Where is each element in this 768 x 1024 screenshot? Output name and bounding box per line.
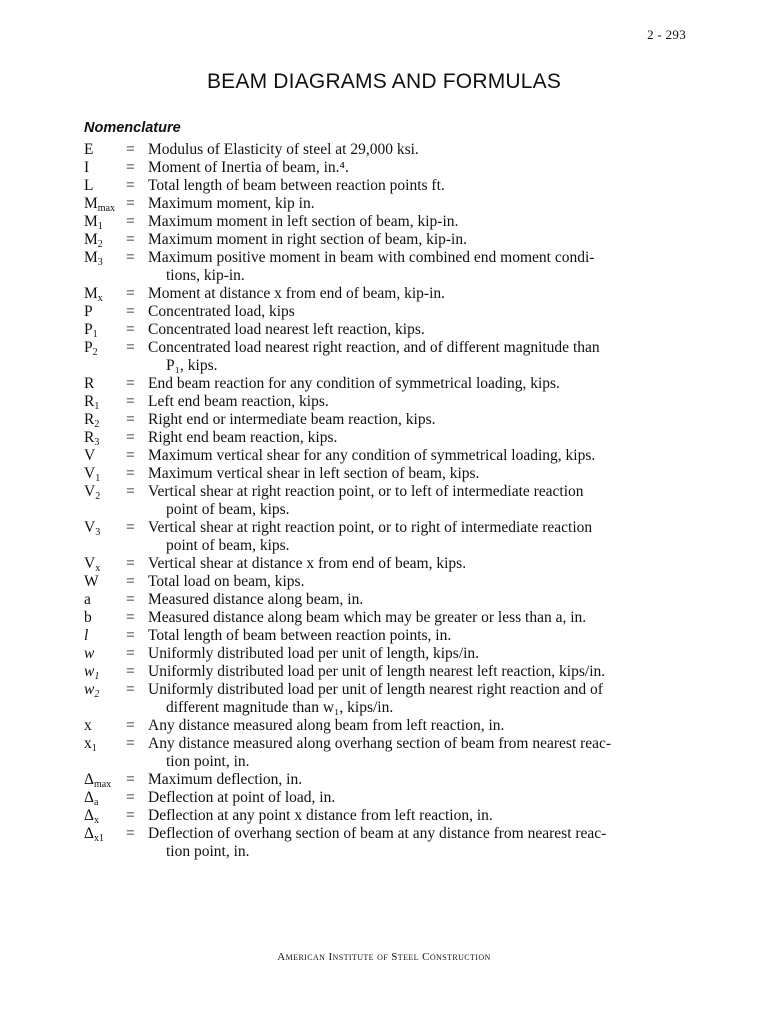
definition-text: Maximum moment, kip in. (148, 195, 315, 212)
definition (148, 681, 704, 717)
symbol-base: P (84, 303, 93, 320)
symbol-base: l (84, 627, 89, 644)
equals-sign: = (126, 321, 135, 338)
symbol-base: M (84, 195, 98, 212)
definition-text: Uniformly distributed load per unit of length nearest right reaction and of (148, 681, 603, 698)
nomenclature-row (84, 411, 704, 429)
equals-sign: = (126, 591, 135, 608)
equals-sign: = (126, 681, 135, 698)
definition-continuation: point of beam, kips. (166, 537, 290, 554)
symbol-base: V (84, 483, 96, 500)
symbol (84, 285, 126, 303)
definition-continuation: point of beam, kips. (166, 501, 290, 518)
equals-sign: = (126, 231, 135, 248)
symbol-subscript: 2 (94, 689, 100, 700)
symbol (84, 213, 126, 231)
symbol (84, 771, 126, 789)
equals-sign: = (126, 177, 135, 194)
equals-sign: = (126, 825, 135, 842)
symbol (84, 465, 126, 483)
definition (148, 177, 704, 195)
definition (148, 213, 704, 231)
definition-text: Total length of beam between reaction points, in. (148, 627, 452, 644)
nomenclature-row (84, 195, 704, 213)
symbol (84, 159, 126, 177)
nomenclature-row (84, 447, 704, 465)
equals-sign: = (126, 735, 135, 752)
nomenclature-row (84, 213, 704, 231)
definition-text: Vertical shear at right reaction point, or to right of intermediate reaction (148, 519, 593, 536)
symbol-base: V (84, 447, 96, 464)
definition (148, 447, 704, 465)
definition-text: Right end or intermediate beam reaction, kips. (148, 411, 436, 428)
definition (148, 465, 704, 483)
equals-sign: = (126, 645, 135, 662)
nomenclature-row (84, 735, 704, 771)
definition-text: Maximum positive moment in beam with combined end moment condi- (148, 249, 595, 266)
symbol (84, 789, 126, 807)
symbol (84, 339, 126, 357)
definition (148, 393, 704, 411)
symbol (84, 321, 126, 339)
definition (148, 789, 704, 807)
definition-text: Uniformly distributed load per unit of length nearest left reaction, kips/in. (148, 663, 606, 680)
symbol-base: P (84, 339, 93, 356)
nomenclature-row (84, 645, 704, 663)
symbol-base: Δ (84, 771, 94, 788)
definition (148, 303, 704, 321)
symbol-base: w (84, 663, 95, 680)
symbol (84, 681, 126, 699)
definition-text: Maximum moment in left section of beam, kip-in. (148, 213, 459, 230)
symbol (84, 645, 126, 663)
symbol-base: x (84, 717, 92, 734)
symbol-base: V (84, 519, 96, 536)
definition (148, 249, 704, 285)
symbol-subscript: 1 (97, 221, 103, 232)
symbol-subscript: 3 (95, 527, 101, 538)
symbol-base: V (84, 555, 96, 572)
symbol-subscript: 2 (94, 419, 100, 430)
symbol-subscript: 1 (95, 473, 101, 484)
definition-text: Vertical shear at right reaction point, or to left of intermediate reaction (148, 483, 584, 500)
equals-sign: = (126, 627, 135, 644)
nomenclature-row (84, 231, 704, 249)
symbol (84, 195, 126, 213)
nomenclature-row (84, 717, 704, 735)
nomenclature-row (84, 465, 704, 483)
symbol (84, 411, 126, 429)
symbol-base: w (84, 645, 95, 662)
definition (148, 627, 704, 645)
definition (148, 645, 704, 663)
symbol-base: P (84, 321, 93, 338)
definition (148, 159, 704, 177)
equals-sign: = (126, 447, 135, 464)
definition-text: Left end beam reaction, kips. (148, 393, 329, 410)
equals-sign: = (126, 411, 135, 428)
equals-sign: = (126, 375, 135, 392)
symbol-base: x (84, 735, 92, 752)
nomenclature-row (84, 681, 704, 717)
nomenclature-row (84, 321, 704, 339)
definition (148, 519, 704, 555)
equals-sign: = (126, 555, 135, 572)
definition-text: Any distance measured along overhang section of beam from nearest reac- (148, 735, 612, 752)
symbol (84, 177, 126, 195)
equals-sign: = (126, 249, 135, 266)
symbol-subscript: 3 (97, 257, 103, 268)
nomenclature-row (84, 519, 704, 555)
nomenclature-row (84, 771, 704, 789)
equals-sign: = (126, 807, 135, 824)
symbol-base: R (84, 375, 95, 392)
symbol-subscript: 2 (92, 347, 98, 358)
symbol-subscript: 3 (94, 437, 100, 448)
nomenclature-row (84, 627, 704, 645)
equals-sign: = (126, 195, 135, 212)
nomenclature-row (84, 609, 704, 627)
definition (148, 573, 704, 591)
symbol (84, 663, 126, 681)
symbol-base: R (84, 393, 95, 410)
definition (148, 717, 704, 735)
symbol-base: I (84, 159, 90, 176)
symbol (84, 609, 126, 627)
definition-text: Deflection at any point x distance from left reaction, in. (148, 807, 493, 824)
nomenclature-row (84, 555, 704, 573)
definition (148, 483, 704, 519)
symbol-base: R (84, 429, 95, 446)
equals-sign: = (126, 573, 135, 590)
symbol (84, 393, 126, 411)
symbol-base: M (84, 285, 98, 302)
definition-text: Vertical shear at distance x from end of beam, kips. (148, 555, 467, 572)
symbol-base: w (84, 681, 95, 698)
definition-text: Maximum moment in right section of beam, kip-in. (148, 231, 467, 248)
definition-text: Any distance measured along beam from left reaction, in. (148, 717, 505, 734)
symbol (84, 375, 126, 393)
symbol-subscript: x1 (93, 833, 104, 844)
definition (148, 735, 704, 771)
symbol (84, 303, 126, 321)
nomenclature-row (84, 429, 704, 447)
equals-sign: = (126, 789, 135, 806)
definition-text: Modulus of Elasticity of steel at 29,000 ksi. (148, 141, 419, 158)
nomenclature-list (84, 141, 704, 861)
definition-text: Maximum deflection, in. (148, 771, 303, 788)
symbol-subscript: 1 (94, 401, 100, 412)
symbol-subscript: x (93, 815, 99, 826)
definition-continuation: tions, kip-in. (166, 267, 245, 284)
symbol (84, 717, 126, 735)
definition-continuation: different magnitude than w₁, kips/in. (166, 699, 394, 716)
definition-text: Measured distance along beam which may be greater or less than a, in. (148, 609, 587, 626)
definition-text: Moment of Inertia of beam, in.⁴. (148, 159, 349, 176)
symbol-subscript: 1 (91, 743, 97, 754)
equals-sign: = (126, 159, 135, 176)
definition (148, 141, 704, 159)
definition (148, 825, 704, 861)
section-heading: Nomenclature (84, 120, 181, 136)
equals-sign: = (126, 303, 135, 320)
equals-sign: = (126, 141, 135, 158)
symbol-base: Δ (84, 807, 94, 824)
equals-sign: = (126, 771, 135, 788)
equals-sign: = (126, 285, 135, 302)
definition (148, 285, 704, 303)
symbol-base: M (84, 231, 98, 248)
definition-continuation: P₁, kips. (166, 357, 218, 374)
definition (148, 231, 704, 249)
symbol (84, 231, 126, 249)
symbol-subscript: 1 (92, 329, 98, 340)
symbol (84, 447, 126, 465)
symbol (84, 429, 126, 447)
equals-sign: = (126, 213, 135, 230)
equals-sign: = (126, 663, 135, 680)
symbol (84, 573, 126, 591)
symbol (84, 519, 126, 537)
definition (148, 339, 704, 375)
definition-continuation: tion point, in. (166, 843, 250, 860)
definition (148, 591, 704, 609)
symbol-subscript: max (93, 779, 112, 790)
definition (148, 771, 704, 789)
definition (148, 375, 704, 393)
definition (148, 609, 704, 627)
nomenclature-row (84, 483, 704, 519)
nomenclature-row (84, 393, 704, 411)
symbol-base: M (84, 249, 98, 266)
equals-sign: = (126, 465, 135, 482)
symbol-subscript: x (97, 293, 103, 304)
nomenclature-row (84, 177, 704, 195)
symbol (84, 141, 126, 159)
definition-text: Concentrated load nearest right reaction, and of different magnitude than (148, 339, 600, 356)
nomenclature-row (84, 375, 704, 393)
symbol-base: Δ (84, 789, 94, 806)
definition-text: Concentrated load, kips (148, 303, 295, 320)
equals-sign: = (126, 483, 135, 500)
definition-text: Deflection at point of load, in. (148, 789, 336, 806)
symbol-base: b (84, 609, 92, 626)
definition-text: Right end beam reaction, kips. (148, 429, 338, 446)
nomenclature-row (84, 663, 704, 681)
symbol-subscript: 2 (97, 239, 103, 250)
definition-text: Maximum vertical shear in left section of beam, kips. (148, 465, 480, 482)
symbol-subscript: max (97, 203, 116, 214)
nomenclature-row (84, 807, 704, 825)
symbol-base: R (84, 411, 95, 428)
definition (148, 429, 704, 447)
symbol-subscript: 2 (95, 491, 101, 502)
symbol (84, 591, 126, 609)
nomenclature-row (84, 285, 704, 303)
nomenclature-row (84, 141, 704, 159)
symbol-base: L (84, 177, 94, 194)
symbol-subscript: 1 (94, 671, 100, 682)
definition-text: Concentrated load nearest left reaction, kips. (148, 321, 425, 338)
page-title: BEAM DIAGRAMS AND FORMULAS (206, 70, 562, 94)
equals-sign: = (126, 717, 135, 734)
page-number: 2 - 293 (647, 27, 686, 42)
definition-text: Total length of beam between reaction points ft. (148, 177, 445, 194)
symbol (84, 627, 126, 645)
symbol (84, 825, 126, 843)
symbol (84, 807, 126, 825)
page-footer: American Institute of Steel Construction (277, 951, 491, 963)
definition (148, 195, 704, 213)
equals-sign: = (126, 393, 135, 410)
nomenclature-row (84, 825, 704, 861)
nomenclature-row (84, 159, 704, 177)
nomenclature-row (84, 249, 704, 285)
definition-text: Uniformly distributed load per unit of length, kips/in. (148, 645, 480, 662)
equals-sign: = (126, 519, 135, 536)
nomenclature-row (84, 303, 704, 321)
nomenclature-row (84, 339, 704, 375)
definition-text: Deflection of overhang section of beam at any distance from nearest reac- (148, 825, 607, 842)
equals-sign: = (126, 429, 135, 446)
symbol-base: M (84, 213, 98, 230)
nomenclature-row (84, 789, 704, 807)
symbol (84, 249, 126, 267)
symbol (84, 555, 126, 573)
definition (148, 663, 704, 681)
nomenclature-row (84, 573, 704, 591)
definition-continuation: tion point, in. (166, 753, 250, 770)
symbol-base: W (84, 573, 99, 590)
symbol-base: a (84, 591, 91, 608)
definition-text: Measured distance along beam, in. (148, 591, 364, 608)
equals-sign: = (126, 609, 135, 626)
definition (148, 807, 704, 825)
symbol-base: Δ (84, 825, 94, 842)
definition (148, 555, 704, 573)
symbol-base: V (84, 465, 96, 482)
definition (148, 321, 704, 339)
symbol (84, 735, 126, 753)
definition-text: End beam reaction for any condition of symmetrical loading, kips. (148, 375, 560, 392)
symbol (84, 483, 126, 501)
equals-sign: = (126, 339, 135, 356)
symbol-subscript: a (93, 797, 99, 808)
symbol-subscript: x (95, 563, 101, 574)
definition (148, 411, 704, 429)
nomenclature-row (84, 591, 704, 609)
definition-text: Maximum vertical shear for any condition of symmetrical loading, kips. (148, 447, 596, 464)
definition-text: Moment at distance x from end of beam, kip-in. (148, 285, 446, 302)
symbol-base: E (84, 141, 94, 158)
definition-text: Total load on beam, kips. (148, 573, 305, 590)
